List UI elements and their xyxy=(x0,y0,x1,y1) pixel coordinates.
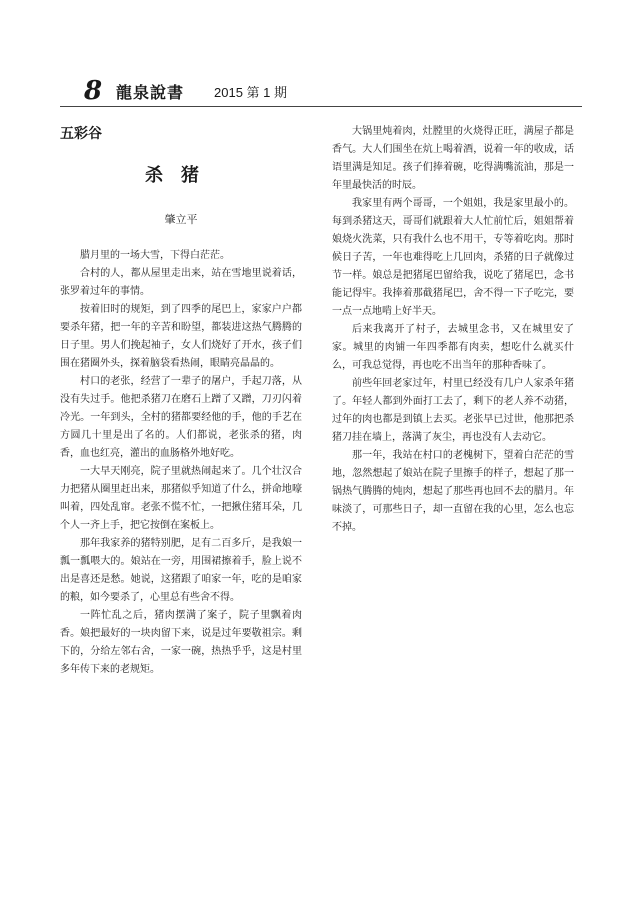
page-number: 8 xyxy=(84,76,103,106)
paragraph: 一阵忙乱之后，猪肉摆满了案子，院子里飘着肉香。娘把最好的一块肉留下来，说是过年要敬祖宗。剩下的，分给左邻右舍，一家一碗，热热乎乎，这是村里多年传下来的老规矩。 xyxy=(60,610,302,675)
right-column xyxy=(332,123,574,537)
paragraph: 那一年，我站在村口的老槐树下，望着白茫茫的雪地，忽然想起了娘站在院子里擦手的样子，想起了那一锅热气腾腾的炖肉，想起了那些再也回不去的腊月。年味淡了，可那些日子，却一直留在我的心里，怎么也忘不掉。 xyxy=(332,450,574,533)
paragraph: 按着旧时的规矩，到了四季的尾巴上，家家户户都要杀年猪，把一年的辛苦和盼望，都装进这热气腾腾的日子里。男人们挽起袖子，女人们烧好了开水，孩子们围在猪圈外头，探着脑袋看热闹，眼睛亮晶晶的。 xyxy=(60,304,302,369)
paragraph: 那年我家养的猪特别肥，足有二百多斤，是我娘一瓢一瓢喂大的。娘站在一旁，用围裙擦着手，脸上说不出是喜还是愁。她说，这猪跟了咱家一年，吃的是咱家的粮，如今要杀了，心里总有些舍不得。 xyxy=(60,538,302,603)
magazine-title: 龍泉說書 xyxy=(116,83,185,102)
header-rule xyxy=(60,106,582,107)
paragraph: 一大早天刚亮，院子里就热闹起来了。几个壮汉合力把猪从圈里赶出来，那猪似乎知道了什么，拼命地嚎叫着，四处乱窜。老张不慌不忙，一把揪住猪耳朵，几个人一齐上手，把它按倒在案板上。 xyxy=(60,466,302,531)
paragraph: 合村的人，都从屋里走出来，站在雪地里说着话，张罗着过年的事情。 xyxy=(60,268,302,297)
paragraph: 村口的老张，经营了一辈子的屠户，手起刀落，从没有失过手。他把杀猪刀在磨石上蹭了又蹭，刀刃闪着冷光。一年到头，全村的猪都要经他的手，他的手艺在方圆几十里是出了名的。人们都说，老张杀的猪，肉香，血也红亮，灌出的血肠格外地好吃。 xyxy=(60,376,302,459)
paragraph: 我家里有两个哥哥，一个姐姐，我是家里最小的。每到杀猪这天，哥哥们就跟着大人忙前忙后，姐姐帮着娘烧火洗菜，只有我什么也不用干，专等着吃肉。那时候日子苦，一年也难得吃上几回肉，杀猪的日子就像过节一样。娘总是把猪尾巴留给我，说吃了猪尾巴，念书能记得牢。我捧着那截猪尾巴，舍不得一下子吃完，要一点一点地啃上好半天。 xyxy=(332,198,574,317)
issue-label: 2015 第 1 期 xyxy=(214,85,287,100)
page-header xyxy=(60,78,580,104)
section-label: 五彩谷 xyxy=(60,126,102,142)
article-title: 杀猪 xyxy=(145,165,217,186)
article-author: 肇立平 xyxy=(164,213,198,226)
paragraph: 后来我离开了村子，去城里念书，又在城里安了家。城里的肉铺一年四季都有肉卖，想吃什么就买什么，可我总觉得，再也吃不出当年的那种香味了。 xyxy=(332,324,574,371)
paragraph: 大锅里炖着肉，灶膛里的火烧得正旺，满屋子都是香气。大人们围坐在炕上喝着酒，说着一年的收成，话语里满是知足。孩子们捧着碗，吃得满嘴流油，那是一年里最快活的时辰。 xyxy=(332,126,574,191)
paragraph: 腊月里的一场大雪，下得白茫茫。 xyxy=(80,250,230,261)
left-column xyxy=(60,123,302,679)
paragraph: 前些年回老家过年，村里已经没有几户人家杀年猪了。年轻人都到外面打工去了，剩下的老人养不动猪，过年的肉也都是到镇上去买。老张早已过世，他那把杀猪刀挂在墙上，落满了灰尘，再也没有人去动它。 xyxy=(332,378,574,443)
